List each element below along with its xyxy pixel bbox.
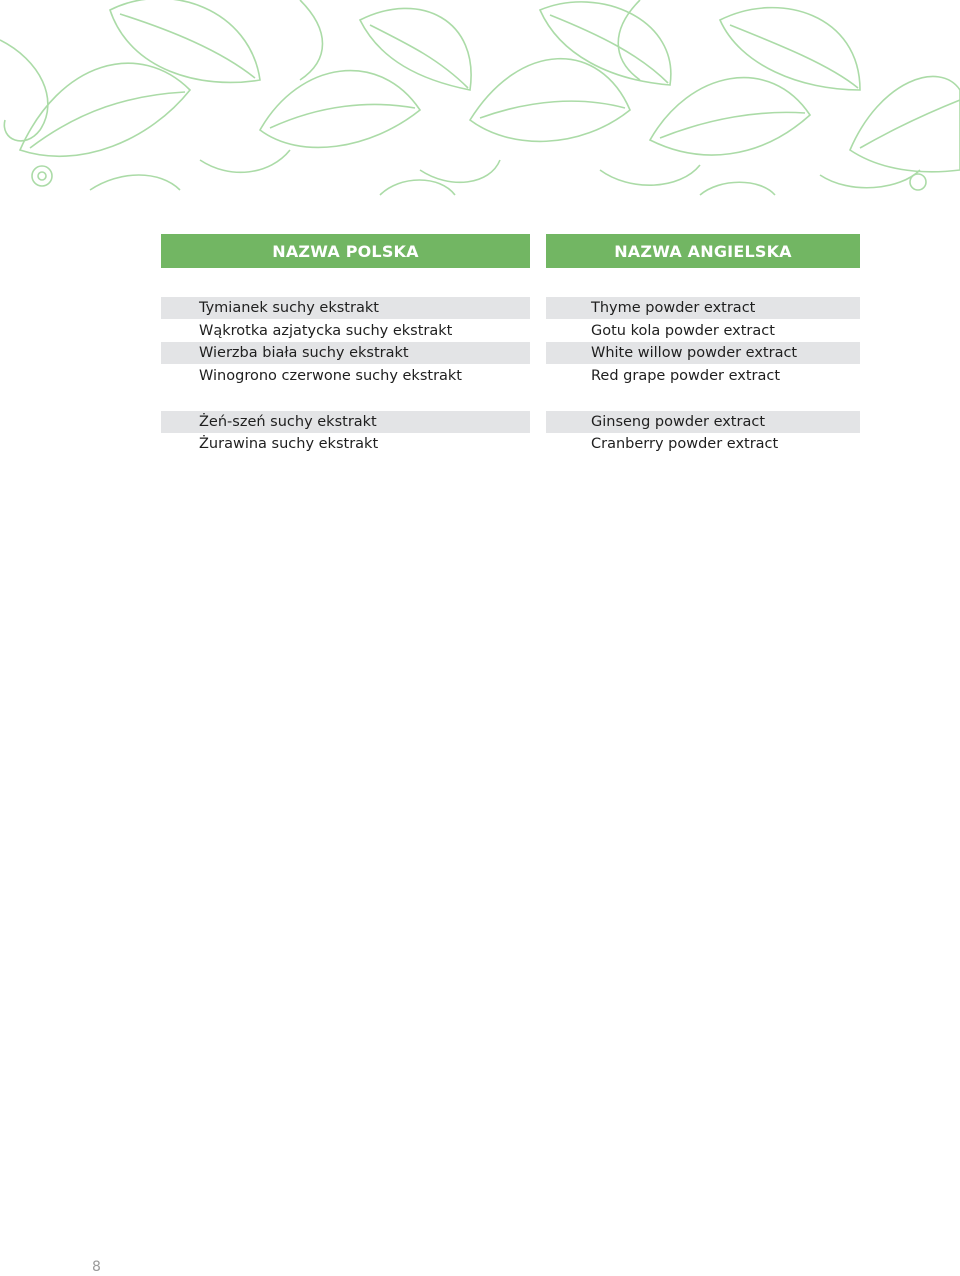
table-row-pl: Wierzba biała suchy ekstrakt [161,342,530,364]
table-row-en: Ginseng powder extract [546,411,860,433]
leaf-pattern-icon [0,0,960,197]
table-row-pl: Wąkrotka azjatycka suchy ekstrakt [199,323,453,339]
table-row-en: White willow powder extract [546,342,860,364]
table-row-en: Thyme powder extract [546,297,860,319]
page-number: 8 [92,1259,101,1275]
table-row-en: Gotu kola powder extract [591,323,775,339]
column-header-english: NAZWA ANGIELSKA [546,234,860,268]
table-row-en: Cranberry powder extract [591,436,779,452]
leaf-ornament-banner [0,0,960,197]
table-row-pl: Winogrono czerwone suchy ekstrakt [199,368,462,384]
table-row-en: Red grape powder extract [591,368,781,384]
table-row-pl: Tymianek suchy ekstrakt [161,297,530,319]
table-row-pl: Żurawina suchy ekstrakt [199,436,379,452]
table-row-pl: Żeń-szeń suchy ekstrakt [161,411,530,433]
column-header-polish: NAZWA POLSKA [161,234,530,268]
